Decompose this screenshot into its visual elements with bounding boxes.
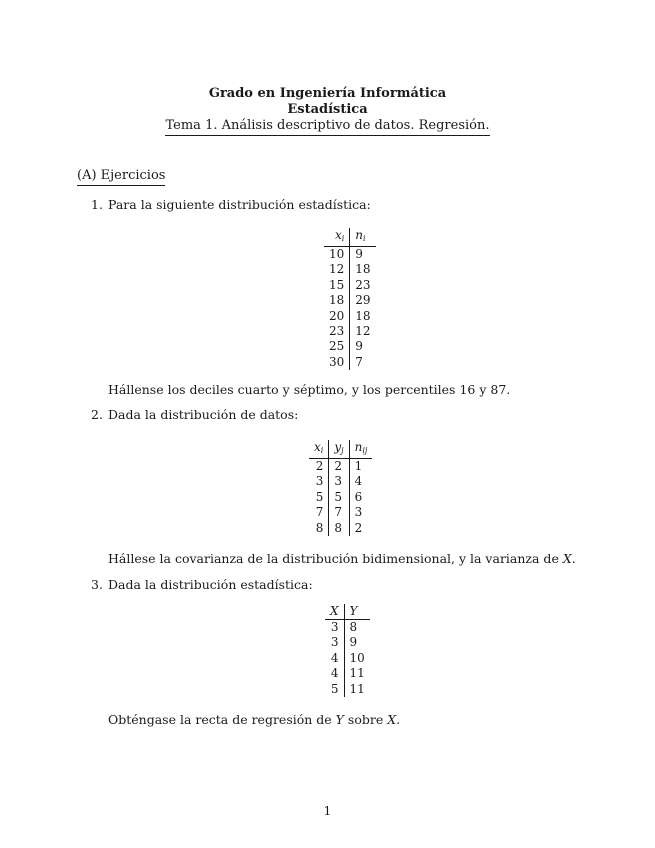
table-row [324, 309, 376, 324]
table-row [325, 651, 370, 666]
table-cell: 10 [324, 247, 350, 263]
table-cell: 7 [329, 505, 349, 520]
table-row [324, 247, 376, 263]
table-cell: 3 [309, 474, 329, 489]
exercise-question: Obténgase la recta de regresión de Y sobre X. [108, 712, 401, 727]
table-cell: 2 [354, 520, 363, 535]
table-header-row [309, 440, 372, 459]
degree-title: Grado en Ingeniería Informática [208, 86, 447, 101]
exercise-3-table [325, 604, 370, 697]
table-cell: 8 [329, 521, 349, 536]
table-header-cell: $x_i$ [309, 440, 329, 459]
table-cell: 25 [324, 339, 350, 354]
table-cell: 4 [354, 474, 363, 489]
table-row [309, 521, 372, 536]
table-cell: 9 [355, 339, 363, 354]
table-cell: 29 [355, 293, 371, 308]
exercise-question: Hállese la covarianza de la distribución bidimensional, y la varianza de X. [108, 551, 576, 566]
table-cell: 3 [329, 474, 349, 489]
table-cell: 5 [309, 490, 329, 505]
table-row [309, 490, 372, 505]
table-row [325, 666, 370, 681]
table-header-row [325, 604, 370, 620]
table-cell: 12 [355, 324, 371, 339]
table-cell: 9 [349, 635, 358, 650]
table-row [325, 635, 370, 650]
table-cell: 18 [355, 308, 371, 323]
table-cell: 2 [309, 459, 329, 475]
table-header-cell: $y_j$ [329, 440, 349, 459]
table-cell: 5 [325, 682, 344, 697]
table-header-cell: $n_i$ [350, 228, 376, 247]
table-cell: 7 [355, 354, 363, 369]
table-cell: 23 [324, 324, 350, 339]
table-row [325, 620, 370, 636]
table-cell: 30 [324, 355, 350, 370]
exercise-number: 1. [91, 197, 103, 212]
table-cell: 3 [354, 505, 363, 520]
table-cell: 11 [349, 681, 365, 696]
table-row [324, 293, 376, 308]
exercise-question: Hállense los deciles cuarto y séptimo, y los percentiles 16 y 87. [108, 382, 511, 397]
table-row [325, 682, 370, 697]
table-cell: 10 [349, 650, 365, 665]
table-cell: 8 [309, 521, 329, 536]
table-cell: 8 [349, 620, 358, 634]
table-cell: 1 [354, 459, 363, 473]
table-cell: 3 [325, 635, 344, 650]
table-cell: 23 [355, 277, 371, 292]
table-cell: 6 [354, 489, 363, 504]
exercise-1-table [324, 228, 376, 370]
table-cell: 3 [325, 620, 344, 636]
table-cell: 15 [324, 278, 350, 293]
table-header-cell: $n_{ij}$ [349, 440, 372, 459]
table-row [324, 324, 376, 339]
table-row [324, 339, 376, 354]
table-cell: 11 [349, 666, 365, 681]
page-number: 1 [323, 804, 332, 818]
subject-title: Estadística [287, 102, 368, 117]
table-header-cell: X [325, 604, 344, 620]
table-cell: 18 [355, 262, 371, 277]
table-cell: 20 [324, 309, 350, 324]
table-cell: 18 [324, 293, 350, 308]
table-row [324, 262, 376, 277]
table-header-cell: $x_i$ [324, 228, 350, 247]
table-cell: 7 [309, 505, 329, 520]
exercise-intro: Dada la distribución estadística: [108, 577, 313, 592]
table-cell: 9 [355, 247, 363, 261]
exercise-number: 3. [91, 577, 103, 592]
table-header-row [324, 228, 376, 247]
exercise-number: 2. [91, 407, 103, 422]
section-heading: (A) Ejercicios [77, 168, 165, 186]
table-row [309, 459, 372, 475]
document-header [0, 86, 655, 136]
table-cell: 2 [329, 459, 349, 475]
exercise-intro: Dada la distribución de datos: [108, 407, 299, 422]
table-row [324, 278, 376, 293]
table-row [309, 474, 372, 489]
exercise-2-table [309, 440, 372, 536]
table-cell: 4 [325, 651, 344, 666]
table-cell: 5 [329, 490, 349, 505]
table-row [309, 505, 372, 520]
table-cell: 12 [324, 262, 350, 277]
table-header-cell: Y [344, 604, 370, 620]
table-row [324, 355, 376, 370]
table-cell: 4 [325, 666, 344, 681]
exercise-intro: Para la siguiente distribución estadística: [108, 197, 371, 212]
topic-title: Tema 1. Análisis descriptivo de datos. Regresión. [165, 118, 491, 136]
